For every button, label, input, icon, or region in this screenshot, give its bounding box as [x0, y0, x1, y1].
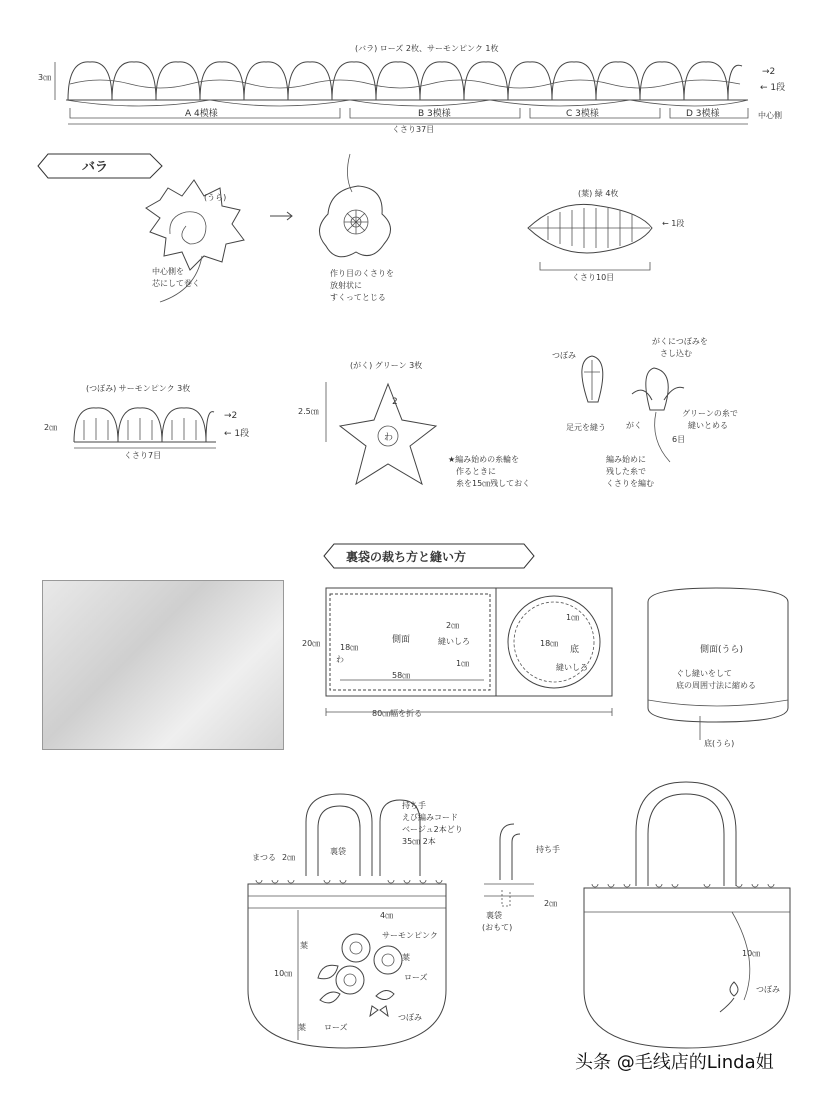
front-handle-1: 持ち手	[402, 801, 426, 810]
bud-stitch-chart	[74, 408, 216, 442]
lining-bottom-c1: 1㎝	[566, 613, 580, 622]
front-bud: つぼみ	[398, 1013, 422, 1022]
front-rose2: ローズ	[324, 1023, 348, 1032]
assembly-insert-2: さし込む	[660, 349, 692, 358]
strip-arrow2: →2	[762, 67, 776, 77]
lining-c1: 1㎝	[456, 659, 470, 668]
strip-section-a: A 4模様	[185, 109, 218, 119]
lining-wa: わ	[336, 655, 344, 664]
strip-section-c: C 3模様	[566, 109, 599, 119]
bag-back-drawing	[584, 782, 790, 1048]
rose-unrolled-shape	[146, 180, 244, 270]
lining-h18: 18㎝	[340, 643, 359, 652]
assembly-chain-2: 残した糸で	[606, 467, 646, 476]
assembly-green-2: 縫いとめる	[688, 421, 728, 430]
assembly-sew-base: 足元を縫う	[566, 423, 606, 432]
lining-h20: 20㎝	[302, 639, 321, 648]
detail-handle: 持ち手	[536, 845, 560, 854]
detail-lining-2: (おもて)	[482, 923, 513, 932]
lining-side: 側面	[392, 635, 411, 645]
calyx-num2: 2	[392, 397, 398, 407]
lining-bottom-seam: 縫いしろ	[556, 663, 588, 672]
rose-gather-note-3: すくってとじる	[330, 293, 386, 302]
back-c10: 10㎝	[742, 949, 761, 958]
lining-gather-1: ぐし縫いをして	[676, 669, 732, 678]
rose-roll-note-1: 中心側を	[152, 267, 184, 276]
lining-bottom-18: 18㎝	[540, 639, 559, 648]
watermark: 头条 @毛线店的Linda姐	[575, 1052, 774, 1073]
handle-detail-drawing	[484, 824, 534, 906]
lining-heading: 裏袋の裁ち方と縫い方	[346, 550, 467, 564]
assembly-insert-1: がくにつぼみを	[652, 337, 708, 346]
detail-lining-1: 裏袋	[486, 911, 502, 920]
detail-c2: 2㎝	[544, 899, 558, 908]
lining-c2: 2㎝	[446, 621, 460, 630]
lining-bottom: 底	[570, 645, 580, 655]
rose-gather-note-1: 作り目のくさりを	[330, 269, 394, 278]
bud-total: くさり7目	[124, 451, 162, 460]
strip-arrow1: ← 1段	[760, 83, 786, 93]
bud-arrow1: ← 1段	[224, 429, 250, 439]
lining-seam: 縫いしろ	[438, 637, 470, 646]
lining-side-back: 側面(うら)	[700, 645, 744, 655]
leaf-title: (葉) 緑 4枚	[578, 189, 619, 198]
bud-calyx-icon	[632, 368, 684, 410]
strip-total: くさり37目	[392, 125, 435, 134]
back-bud: つぼみ	[756, 985, 780, 994]
assembly-chain-1: 編み始めに	[606, 455, 646, 464]
calyx-title: (がく) グリーン 3枚	[350, 361, 423, 370]
front-c10: 10㎝	[274, 969, 293, 978]
strip-height: 3㎝	[38, 73, 52, 82]
front-leaf3: 葉	[298, 1023, 306, 1032]
rose-heading: バラ	[82, 160, 109, 175]
strip-center: 中心側	[758, 111, 782, 120]
front-leaf2: 葉	[402, 953, 410, 962]
leaf-arrow1: ← 1段	[662, 219, 685, 228]
assembly-bud: つぼみ	[552, 351, 576, 360]
calyx-ring: わ	[384, 433, 394, 443]
strip-title: (バラ) ローズ 2枚、サーモンピンク 1枚	[355, 44, 499, 53]
assembly-chain-3: くさりを編む	[606, 479, 654, 488]
front-salmon: サーモンピンク	[382, 931, 438, 940]
lining-bottom-back: 底(うら)	[704, 739, 735, 748]
front-leaf1: 葉	[300, 941, 308, 950]
lining-gather-2: 底の周囲寸法に縮める	[676, 681, 756, 690]
front-handle-3: ベージュ2本どり	[402, 825, 463, 834]
bud-height: 2㎝	[44, 423, 58, 432]
assembly-count: 6目	[672, 435, 686, 444]
assembly-calyx: がく	[626, 421, 642, 430]
rose-gather-note-2: 放射状に	[330, 281, 362, 290]
rose-spiral-icon	[170, 212, 206, 244]
front-rose1: ローズ	[404, 973, 428, 982]
bag-front-flowers	[318, 934, 402, 1016]
front-handle-4: 35㎝ 2本	[402, 837, 436, 846]
leaf-total: くさり10目	[572, 273, 615, 282]
rose-assembled	[319, 154, 390, 257]
lining-sewn-shape	[648, 588, 788, 722]
arrow-right-icon	[270, 212, 292, 220]
strip-section-b: B 3模様	[418, 109, 451, 119]
rose-back-label: (うら)	[204, 193, 227, 202]
lining-w58: 58㎝	[392, 671, 411, 680]
calyx-note-2: 作るときに	[456, 467, 496, 476]
front-lining: 裏袋	[330, 847, 346, 856]
leaf-stitch-chart	[528, 204, 652, 253]
bud-title: (つぼみ) サーモンピンク 3枚	[86, 384, 191, 393]
front-matsuru: まつる	[252, 853, 276, 862]
strip-stitches	[66, 62, 748, 106]
calyx-size: 2.5㎝	[298, 407, 319, 416]
strip-section-d: D 3模様	[686, 109, 720, 119]
lining-fold: 80㎝幅を折る	[372, 709, 423, 718]
front-c4: 4㎝	[380, 911, 394, 920]
rose-roll-note-2: 芯にして巻く	[152, 279, 200, 288]
front-c2: 2㎝	[282, 853, 296, 862]
bud-arrow2: →2	[224, 411, 238, 421]
calyx-note-3: 糸を15㎝残しておく	[456, 479, 531, 488]
calyx-note-1: ★編み始めの糸輪を	[448, 455, 520, 464]
assembly-green-1: グリーンの糸で	[682, 409, 738, 418]
front-handle-2: えび編みコード	[402, 813, 458, 822]
